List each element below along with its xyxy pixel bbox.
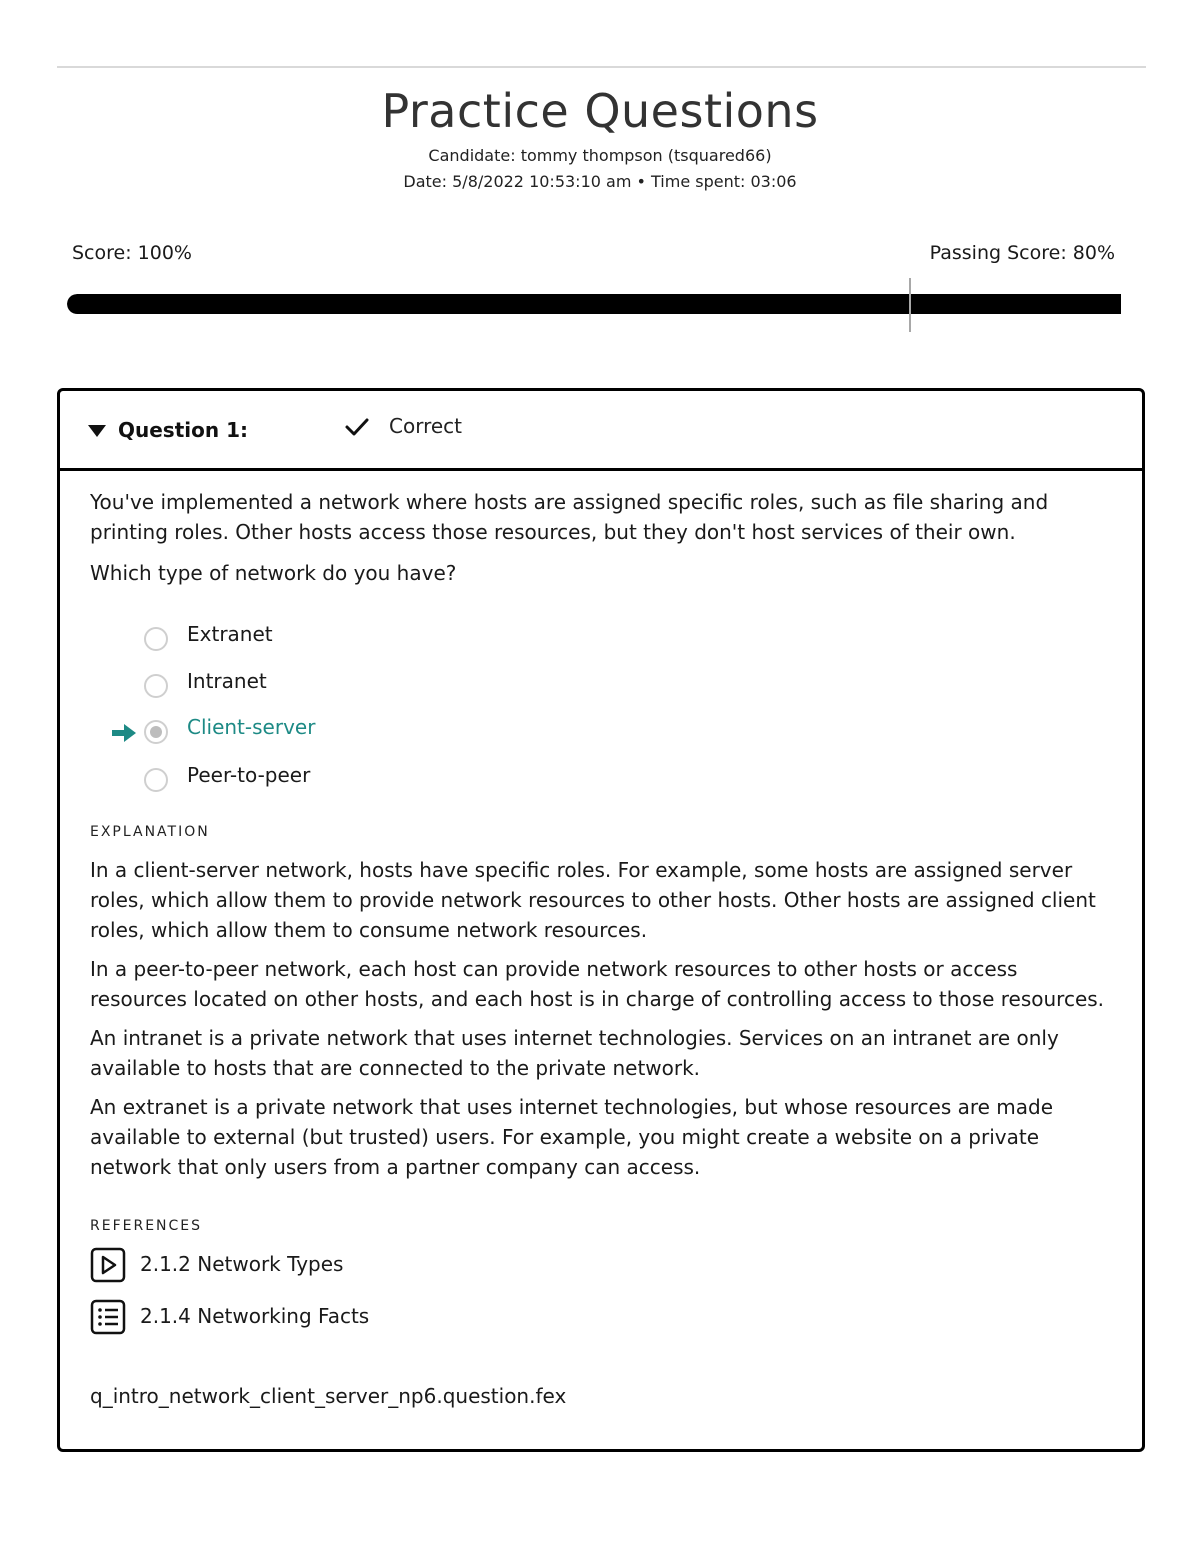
question-prompt: Which type of network do you have?	[90, 561, 457, 585]
correct-status: Correct	[389, 414, 462, 438]
page-title: Practice Questions	[381, 84, 819, 138]
references-heading: REFERENCES	[90, 1218, 203, 1234]
score-progress-fill	[67, 294, 1121, 314]
reference-network-types[interactable]	[90, 1247, 690, 1287]
question-header[interactable]	[60, 391, 1142, 471]
question-number: Question 1:	[118, 418, 248, 442]
explanation-paragraph: In a peer-to-peer network, each host can provide network resources to other hosts or access resources located on other hosts, and each host is in charge of controlling access to those resources.	[90, 957, 1105, 1011]
explanation-paragraph: An extranet is a private network that uses internet technologies, but whose resources are made available to external (but trusted) users. For example, you might create a website on a private network that only users from a partner company can access.	[90, 1095, 1054, 1179]
question-text: You've implemented a network where hosts are assigned specific roles, such as file sharing and printing roles. Other hosts access those resources, but they don't host services of their own.	[90, 490, 1049, 544]
reference-link[interactable]: 2.1.2 Network Types	[140, 1252, 344, 1276]
passing-score-label: Passing Score: 80%	[929, 242, 1115, 264]
video-play-icon	[90, 1247, 126, 1283]
candidate-info: Candidate: tommy thompson (tsquared66)	[428, 146, 772, 165]
radio-button[interactable]	[144, 768, 168, 792]
radio-button[interactable]	[144, 674, 168, 698]
selected-arrow-icon	[110, 723, 138, 743]
checkmark-icon	[343, 413, 371, 441]
score-label: Score: 100%	[72, 242, 192, 264]
question-file-name: q_intro_network_client_server_np6.question.fex	[90, 1384, 567, 1408]
reference-link[interactable]: 2.1.4 Networking Facts	[140, 1304, 370, 1328]
option-label: Extranet	[187, 622, 273, 646]
answer-option-client-server[interactable]	[90, 716, 690, 750]
passing-score-marker	[909, 278, 911, 332]
question-card	[57, 388, 1145, 1452]
explanation-paragraph: In a client-server network, hosts have specific roles. For example, some hosts are assigned server roles, which allow them to provide network resources to other hosts. Other hosts are assigned client roles, which allow them to consume network resources.	[90, 858, 1096, 942]
radio-button-selected[interactable]	[144, 720, 168, 744]
answer-option-intranet[interactable]	[90, 670, 690, 704]
option-label: Client-server	[187, 715, 316, 739]
explanation-paragraph: An intranet is a private network that uses internet technologies. Services on an intranet are only available to hosts that are connected to the private network.	[90, 1026, 1059, 1080]
radio-button[interactable]	[144, 627, 168, 651]
document-list-icon	[90, 1299, 126, 1335]
caret-down-icon[interactable]	[88, 425, 106, 437]
top-divider	[57, 66, 1146, 68]
answer-option-peer-to-peer[interactable]	[90, 764, 690, 798]
date-time-info: Date: 5/8/2022 10:53:10 am • Time spent: 03:06	[403, 172, 797, 191]
option-label: Intranet	[187, 669, 267, 693]
explanation-heading: EXPLANATION	[90, 824, 210, 840]
answer-option-extranet[interactable]	[90, 623, 690, 657]
score-progress-bar	[67, 294, 1121, 314]
reference-networking-facts[interactable]	[90, 1299, 690, 1339]
option-label: Peer-to-peer	[187, 763, 311, 787]
